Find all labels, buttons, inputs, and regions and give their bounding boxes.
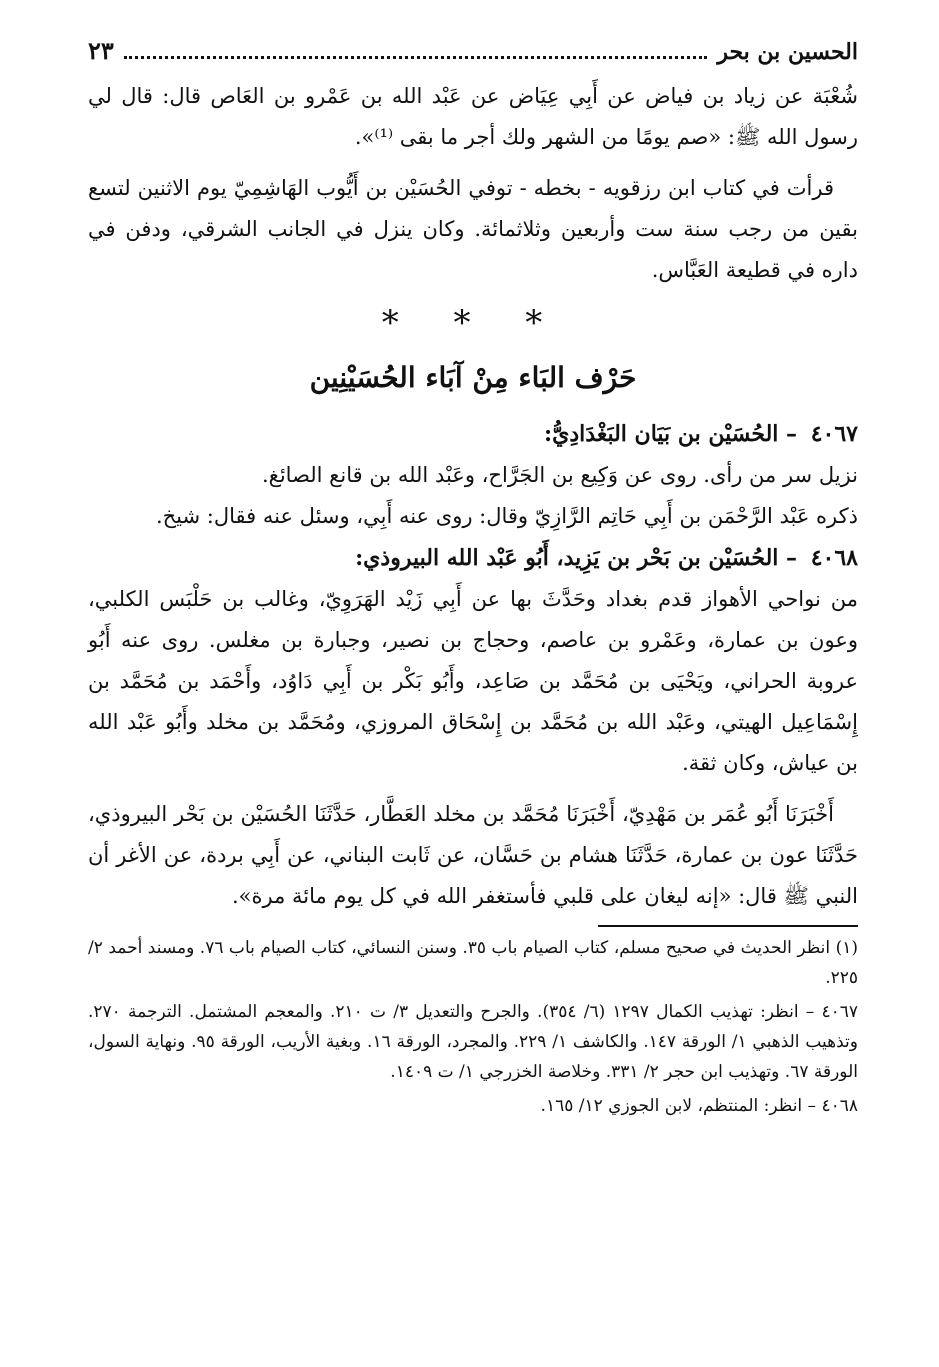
footnote-rule xyxy=(598,925,858,927)
entry-4068-paragraph-2: أَخْبَرَنَا أَبُو عُمَر بن مَهْدِيّ، أَخْبَرَنَا مُحَمَّد بن مخلد العَطَّار، حَدَّثَنَا الحُسَيْن بن بَحْر البيروذي، حَدَّثَنَا عون بن عمارة، حَدَّثَنَا هشام بن حَسَّان، عن ثَابت البناني، عن أَبِي بردة، عن الأغر أن النبي ﷺ قال: «إنه ليغان على قلبي فأستغفر الله في كل يوم مائة مرة». xyxy=(88,802,858,908)
entry-title: – الحُسَيْن بن بَيَان البَغْدَادِيُّ: xyxy=(544,421,798,447)
footnotes xyxy=(88,933,858,1121)
entry-title: – الحُسَيْن بن بَحْر بن يَزِيد، أَبُو عَبْد الله البيروذي: xyxy=(355,545,798,571)
intro-paragraph-1: شُعْبَة عن زياد بن فياض عن أَبِي عِيَاض عن عَبْد الله بن عَمْرو بن العَاص قال: قال لي رسول الله ﷺ: «صم يومًا من الشهر ولك أجر ما بقى ⁽¹⁾». xyxy=(88,84,858,149)
page-number: ٢٣ xyxy=(88,36,114,65)
entry-4067-paragraph-2: ذكره عَبْد الرَّحْمَن بن أَبِي حَاتِم الرَّازِيّ وقال: روى عنه أَبِي، وسئل عنه فقال: شيخ. xyxy=(155,504,858,528)
running-head xyxy=(88,36,858,76)
leader-dots xyxy=(124,56,708,59)
footnote-4068: ٤٠٦٨ – انظر: المنتظم، لابن الجوزي ١٢/ ١٦٥. xyxy=(540,1096,858,1116)
entry-4067-paragraph-1: نزيل سر من رأى. روى عن وَكِيع بن الجَرَّاح، وعَبْد الله بن قانع الصائغ. xyxy=(261,463,858,487)
running-head-title: الحسين بن بحر xyxy=(717,39,858,65)
intro-paragraph-2: قرأت في كتاب ابن رزقويه - بخطه - توفي الحُسَيْن بن أَيُّوب الهَاشِمِيّ يوم الاثنين لتسع بقين من رجب سنة ست وأربعين وثلاثمائة. وكان ينزل في الجانب الشرقي، ودفن في داره في قطيعة العَبَّاس. xyxy=(88,176,858,282)
footnote-4067: ٤٠٦٧ – انظر: تهذيب الكمال ١٢٩٧ (٦/ ٣٥٤). والجرح والتعديل ٣/ ت ٢١٠. والمعجم المشتمل. الترجمة ٢٧٠. وتذهيب الذهبي ١/ الورقة ١٤٧. والكاشف ١/ ٢٢٩. والمجرد، الورقة ١٦. وبغية الأريب، الورقة ٩٥. ونهاية السول، الورقة ٦٧. وتهذيب ابن حجر ٢/ ٣٣١. وخلاصة الخزرجي ١/ ت ١٤٠٩. xyxy=(88,1002,858,1082)
entry-heading-4068 xyxy=(88,537,858,579)
book-page xyxy=(88,36,858,1125)
entry-4068-paragraph-1: من نواحي الأهواز قدم بغداد وحَدَّثَ بها عن أَبِي زَيْد الهَرَوِيّ، وغالب بن حَلْبَس الكلبي، وعون بن عمارة، وعَمْرو بن عاصم، وحجاج بن نصير، وجبارة بن مغلس. روى عنه أَبُو عروبة الحراني، ويَحْيَى بن مُحَمَّد بن صَاعِد، وأَبُو بَكْر بن أَبِي دَاوُد، وأَحْمَد بن مُحَمَّد بن إِسْمَاعِيل الهيتي، وعَبْد الله بن مُحَمَّد بن إِسْحَاق المروزي، ومُحَمَّد بن مخلد وأَبُو عَبْد الله بن عياش، وكان ثقة. xyxy=(88,587,858,775)
section-separator: * * * xyxy=(381,303,565,343)
chapter-title: حَرْف البَاء مِنْ آبَاء الحُسَيْنِين xyxy=(309,361,637,394)
footnote-1: (١) انظر الحديث في صحيح مسلم، كتاب الصيام باب ٣٥. وسنن النسائي، كتاب الصيام باب ٧٦. ومسند أحمد ٢/ ٢٢٥. xyxy=(88,938,858,988)
entry-heading-4067 xyxy=(88,413,858,455)
entry-number: ٤٠٦٧ xyxy=(810,421,858,447)
entry-number: ٤٠٦٨ xyxy=(810,545,858,571)
